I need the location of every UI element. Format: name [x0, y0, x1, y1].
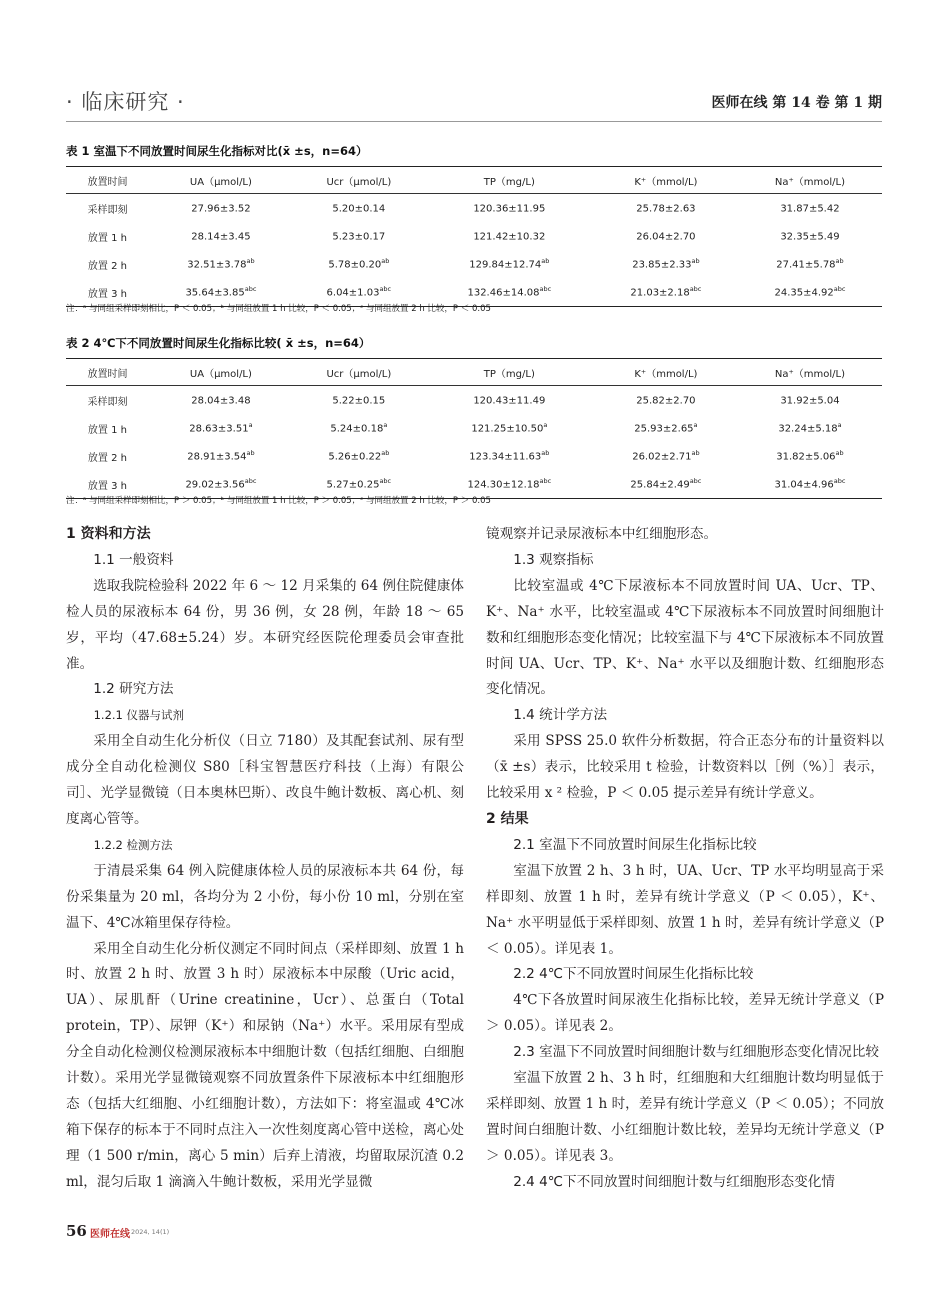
table-cell: 28.14±3.45	[191, 231, 251, 243]
table-cell: 29.02±3.56$^{abc}$	[149, 470, 293, 499]
table-cell: 放置 3 h	[66, 470, 149, 499]
paragraph: 于清晨采集 64 例入院健康体检人员的尿液标本共 64 份，每份采集量为 20 ml，各均分为 2 小份，每小份 10 ml，分别在室温下、4℃冰箱里保存待检。	[66, 862, 464, 931]
subsubsection-heading: 1.2.1 仪器与试剂	[93, 708, 185, 723]
table-cell: 25.93±2.65$^a$	[634, 421, 698, 435]
subsection-heading: 1.3 观察指标	[513, 551, 594, 568]
table-cell: 124.30±12.18$^{abc}$	[425, 470, 594, 499]
paragraph: 室温下放置 2 h、3 h 时，红细胞和大红细胞计数均明显低于采样即刻、放置 1 h 时，差异有统计学意义（P ＜ 0.05）；不同放置时间白细胞计数、小红细胞计数比较，差异均无统计学意义（P ＞ 0.05）。详见表 3。	[486, 1070, 884, 1164]
table-cell: 5.78±0.20$^{ab}$	[328, 257, 390, 271]
table-header: K⁺（mmol/L)	[594, 167, 738, 194]
table2	[66, 358, 882, 499]
table-header: UA（μmol/L)	[149, 167, 293, 194]
table-cell: 28.04±3.48	[191, 395, 251, 407]
table-cell: 25.84±2.49$^{abc}$	[594, 470, 738, 499]
table2-caption: 表 2 4℃下不同放置时间尿生化指标比较( x̄ ±s，n=64）	[66, 336, 371, 350]
paragraph: 采用全自动生化分析仪（日立 7180）及其配套试剂、尿有型成分全自动化检测仪 S80［科宝智慧医疗科技（上海）有限公司］、光学显微镜（日本奥林巴斯）、改良牛鲍计数板、离心机、刻度离心管等。	[66, 733, 464, 827]
table-header: UA（μmol/L)	[149, 359, 293, 386]
section-heading: 2 结果	[486, 810, 529, 827]
table-header: Na⁺（mmol/L)	[738, 359, 882, 386]
paragraph: 4℃下各放置时间尿液生化指标比较，差异无统计学意义（P ＞ 0.05）。详见表 2。	[486, 992, 884, 1035]
subsection-heading: 2.2 4℃下不同放置时间尿生化指标比较	[513, 966, 754, 983]
table-cell: 5.22±0.15	[332, 395, 386, 407]
table-row	[66, 250, 882, 278]
table-cell: 31.92±5.04	[780, 395, 840, 407]
table-cell: 放置 3 h	[66, 278, 149, 307]
table-row	[66, 414, 882, 442]
table-cell: 5.20±0.14	[332, 203, 386, 215]
table-cell: 采样即刻	[87, 204, 128, 216]
table-row	[66, 222, 882, 250]
paragraph: 采用全自动生化分析仪测定不同时间点（采样即刻、放置 1 h 时、放置 2 h 时、放置 3 h 时）尿液标本中尿酸（Uric acid，UA）、尿肌酐（Urine creatinine，Ucr）、总蛋白（Total protein，TP）、尿钾（K⁺）和尿钠（Na⁺）水平。采用尿有型成分全自动化检测仪检测尿液标本中细胞计数（包括红细胞、白细胞计数）。采用光学显微镜观察不同放置条件下尿液标本中红细胞形态（包括大红细胞、小红细胞计数），方法如下：将室温或 4℃冰箱下保存的标本于不同时点注入一次性刻度离心管中送检，离心处理（1 500 r/min，离心 5 min）后弃上清液，均留取尿沉渣 0.2 ml，混匀后取 1 滴滴入牛鲍计数板，采用光学显微	[66, 940, 464, 1190]
table-cell: 26.04±2.70	[636, 231, 696, 243]
table-cell: 21.03±2.18$^{abc}$	[594, 278, 738, 307]
table-cell: 28.91±3.54$^{ab}$	[187, 449, 255, 463]
subsection-heading: 2.4 4℃下不同放置时间细胞计数与红细胞形态变化情	[513, 1173, 835, 1190]
table-cell: 采样即刻	[87, 396, 128, 408]
table-row	[66, 442, 882, 470]
table-cell: 35.64±3.85$^{abc}$	[149, 278, 293, 307]
table-header: TP（mg/L)	[425, 359, 594, 386]
table-cell: 放置 2 h	[87, 452, 127, 464]
table-cell: 27.41±5.78$^{ab}$	[776, 257, 844, 271]
subsection-heading: 1.1 一般资料	[93, 551, 174, 568]
table-header: TP（mg/L)	[425, 167, 594, 194]
table-header: Ucr（μmol/L)	[293, 359, 425, 386]
table-cell: 28.63±3.51$^a$	[189, 421, 253, 435]
table-cell: 24.35±4.92$^{abc}$	[738, 278, 882, 307]
table-header: K⁺（mmol/L)	[594, 359, 738, 386]
table-cell: 32.51±3.78$^{ab}$	[187, 257, 255, 271]
table-header: 放置时间	[66, 167, 149, 194]
table-cell: 5.24±0.18$^a$	[330, 421, 388, 435]
table1-caption: 表 1 室温下不同放置时间尿生化指标对比(x̄ ±s，n=64）	[66, 144, 368, 158]
table2-note: 注：ᵃ 与同组采样即刻相比，P ＞ 0.05；ᵇ 与同组放置 1 h 比较，P ＞ 0.05；ᶜ 与同组放置 2 h 比较，P ＞ 0.05	[66, 496, 491, 506]
table-cell: 120.36±11.95	[473, 203, 546, 215]
journal-issue: 医师在线 第 14 卷 第 1 期	[711, 95, 882, 111]
table-cell: 129.84±12.74$^{ab}$	[469, 257, 550, 271]
paragraph: 选取我院检验科 2022 年 6 ～ 12 月采集的 64 例住院健康体检人员的尿液标本 64 份，男 36 例，女 28 例，年龄 18 ～ 65 岁，平均（47.68±5.24）岁。本研究经医院伦理委员会审查批准。	[66, 577, 464, 672]
journal-logo: 医师在线	[90, 1229, 130, 1240]
header-divider	[66, 121, 882, 122]
table-cell: 120.43±11.49	[473, 395, 546, 407]
table-cell: 31.87±5.42	[780, 203, 840, 215]
table-cell: 5.23±0.17	[332, 231, 386, 243]
table1	[66, 166, 882, 307]
table-cell: 放置 1 h	[87, 232, 127, 244]
subsubsection-heading: 1.2.2 检测方法	[93, 837, 173, 852]
table-row	[66, 194, 882, 223]
paragraph: 比较室温或 4℃下尿液标本不同放置时间 UA、Ucr、TP、K⁺、Na⁺ 水平，比较室温或 4℃下尿液标本不同放置时间细胞计数和红细胞形态变化情况；比较室温下与 4℃下尿液标本不同放置时间 UA、Ucr、TP、K⁺、Na⁺ 水平以及细胞计数、红细胞形态变化情况。	[486, 577, 884, 698]
table1-note: 注：ᵃ 与同组采样即刻相比，P ＜ 0.05；ᵇ 与同组放置 1 h 比较，P ＜ 0.05；ᶜ 与同组放置 2 h 比较，P ＜ 0.05	[66, 304, 491, 314]
section-heading: 1 资料和方法	[66, 526, 151, 542]
paragraph: 室温下放置 2 h、3 h 时，UA、Ucr、TP 水平均明显高于采样即刻、放置 1 h 时，差异有统计学意义（P ＜ 0.05），K⁺、Na⁺ 水平明显低于采样即刻、放置 1 h 时，差异有统计学意义（P ＜ 0.05）。详见表 1。	[486, 862, 884, 957]
table-header: Ucr（μmol/L)	[293, 167, 425, 194]
table-cell: 121.25±10.50$^a$	[471, 421, 548, 435]
table-cell: 23.85±2.33$^{ab}$	[632, 257, 700, 271]
subsection-heading: 2.3 室温下不同放置时间细胞计数与红细胞形态变化情况比较	[513, 1044, 879, 1061]
table-row	[66, 386, 882, 415]
journal-volume: 2024, 14(1)	[131, 1228, 170, 1236]
table-cell: 32.24±5.18$^a$	[778, 421, 842, 435]
table-cell: 132.46±14.08$^{abc}$	[425, 278, 594, 307]
table-cell: 放置 1 h	[87, 424, 127, 436]
table-cell: 121.42±10.32	[473, 231, 546, 243]
table-cell: 6.04±1.03$^{abc}$	[293, 278, 425, 307]
table-cell: 5.26±0.22$^{ab}$	[328, 449, 390, 463]
body-left-column	[66, 522, 464, 1196]
table-cell: 放置 2 h	[87, 260, 127, 272]
table-cell: 25.78±2.63	[636, 203, 696, 215]
table-cell: 123.34±11.63$^{ab}$	[469, 449, 550, 463]
subsection-heading: 2.1 室温下不同放置时间尿生化指标比较	[513, 836, 757, 853]
body-right-column	[486, 522, 884, 1196]
table-cell: 31.04±4.96$^{abc}$	[738, 470, 882, 499]
paragraph: 采用 SPSS 25.0 软件分析数据，符合正态分布的计量资料以（x̄ ±s）表示，比较采用 t 检验，计数资料以［例（%）］表示，比较采用 x ² 检验，P ＜ 0.05 提示差异有统计学意义。	[486, 733, 884, 802]
section-label: · 临床研究 ·	[66, 90, 185, 114]
table-cell: 27.96±3.52	[191, 203, 251, 215]
table-cell: 32.35±5.49	[780, 231, 840, 243]
table-header: 放置时间	[66, 359, 149, 386]
table-cell: 25.82±2.70	[636, 395, 696, 407]
table-cell: 26.02±2.71$^{ab}$	[632, 449, 700, 463]
table-header: Na⁺（mmol/L)	[738, 167, 882, 194]
table-cell: 5.27±0.25$^{abc}$	[293, 470, 425, 499]
subsection-heading: 1.2 研究方法	[93, 681, 174, 698]
table-cell: 31.82±5.06$^{ab}$	[776, 449, 844, 463]
page-number: 56	[66, 1222, 87, 1240]
paragraph: 镜观察并记录尿液标本中红细胞形态。	[486, 526, 718, 542]
subsection-heading: 1.4 统计学方法	[513, 707, 608, 724]
